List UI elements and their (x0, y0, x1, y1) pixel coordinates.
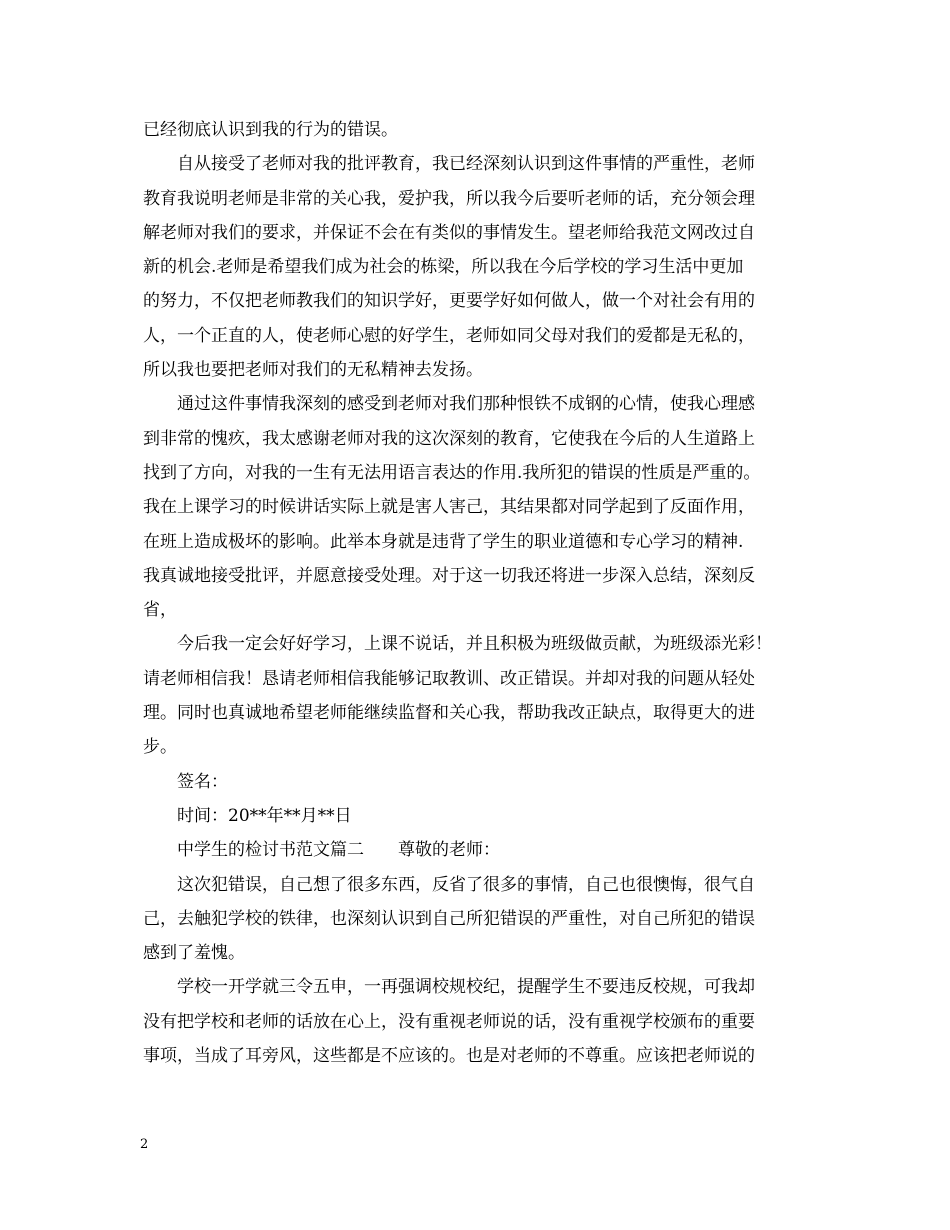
text-line: 省， (143, 600, 177, 621)
text-line: 已经彻底认识到我的行为的错误。 (143, 120, 398, 140)
text-line: 学校一开学就三令五申，一再强调校规校纪，提醒学生不要违反校规，可我却 (177, 977, 755, 998)
text-line: 人，一个正直的人，使老师心慰的好学生，老师如同父母对我们的爱都是无私的， (143, 325, 755, 346)
text-line: 通过这件事情我深刻的感受到老师对我们那种恨铁不成钢的心情，使我心理感 (177, 394, 755, 415)
text-line: 今后我一定会好好学习，上课不说话，并且积极为班级做贡献，为班级添光彩！ (177, 634, 772, 655)
page-number: 2 (140, 1137, 149, 1152)
text-line: 我在上课学习的时候讲话实际上就是害人害己，其结果都对同学起到了反面作用， (143, 497, 755, 518)
text-line: 解老师对我们的要求，并保证不会在有类似的事情发生。望老师给我范文网改过自 (143, 222, 755, 243)
text-line: 签名： (177, 771, 228, 792)
text-line: 没有把学校和老师的话放在心上，没有重视老师说的话，没有重视学校颁布的重要 (143, 1011, 755, 1032)
text-line: 时间：20**年**月**日 (177, 805, 352, 826)
text-line: 理。同时也真诚地希望老师能继续监督和关心我，帮助我改正缺点，取得更大的进 (143, 703, 755, 724)
text-line: 自从接受了老师对我的批评教育，我已经深刻认识到这件事情的严重性，老师 (177, 154, 755, 175)
text-line: 在班上造成极坏的影响。此举本身就是违背了学生的职业道德和专心学习的精神. (143, 531, 744, 552)
body-text (143, 113, 823, 1073)
text-line: 所以我也要把老师对我们的无私精神去发扬。 (143, 360, 483, 381)
text-line: 请老师相信我！恳请老师相信我能够记取教训、改正错误。并却对我的问题从轻处 (143, 668, 755, 689)
text-line: 新的机会.老师是希望我们成为社会的栋梁，所以我在今后学校的学习生活中更加 (143, 257, 744, 278)
text-line: 中学生的检讨书范文篇二 尊敬的老师： (177, 840, 500, 861)
text-line: 我真诚地接受批评，并愿意接受处理。对于这一切我还将进一步深入总结，深刻反 (143, 565, 755, 586)
text-line: 己，去触犯学校的铁律，也深刻认识到自己所犯错误的严重性，对自己所犯的错误 (143, 908, 755, 929)
text-line: 这次犯错误，自己想了很多东西，反省了很多的事情，自己也很懊悔，很气自 (177, 874, 755, 895)
text-line: 感到了羞愧。 (143, 943, 245, 964)
text-line: 事项，当成了耳旁风，这些都是不应该的。也是对老师的不尊重。应该把老师说的 (143, 1046, 755, 1067)
text-line: 找到了方向，对我的一生有无法用语言表达的作用.我所犯的错误的性质是严重的。 (143, 462, 761, 483)
text-line: 步。 (143, 737, 177, 758)
text-line: 教育我说明老师是非常的关心我，爱护我，所以我今后要听老师的话，充分领会理 (143, 188, 755, 209)
text-line: 的努力，不仅把老师教我们的知识学好，更要学好如何做人，做一个对社会有用的 (143, 291, 755, 312)
text-line: 到非常的愧疚，我太感谢老师对我的这次深刻的教育，它使我在今后的人生道路上 (143, 428, 755, 449)
